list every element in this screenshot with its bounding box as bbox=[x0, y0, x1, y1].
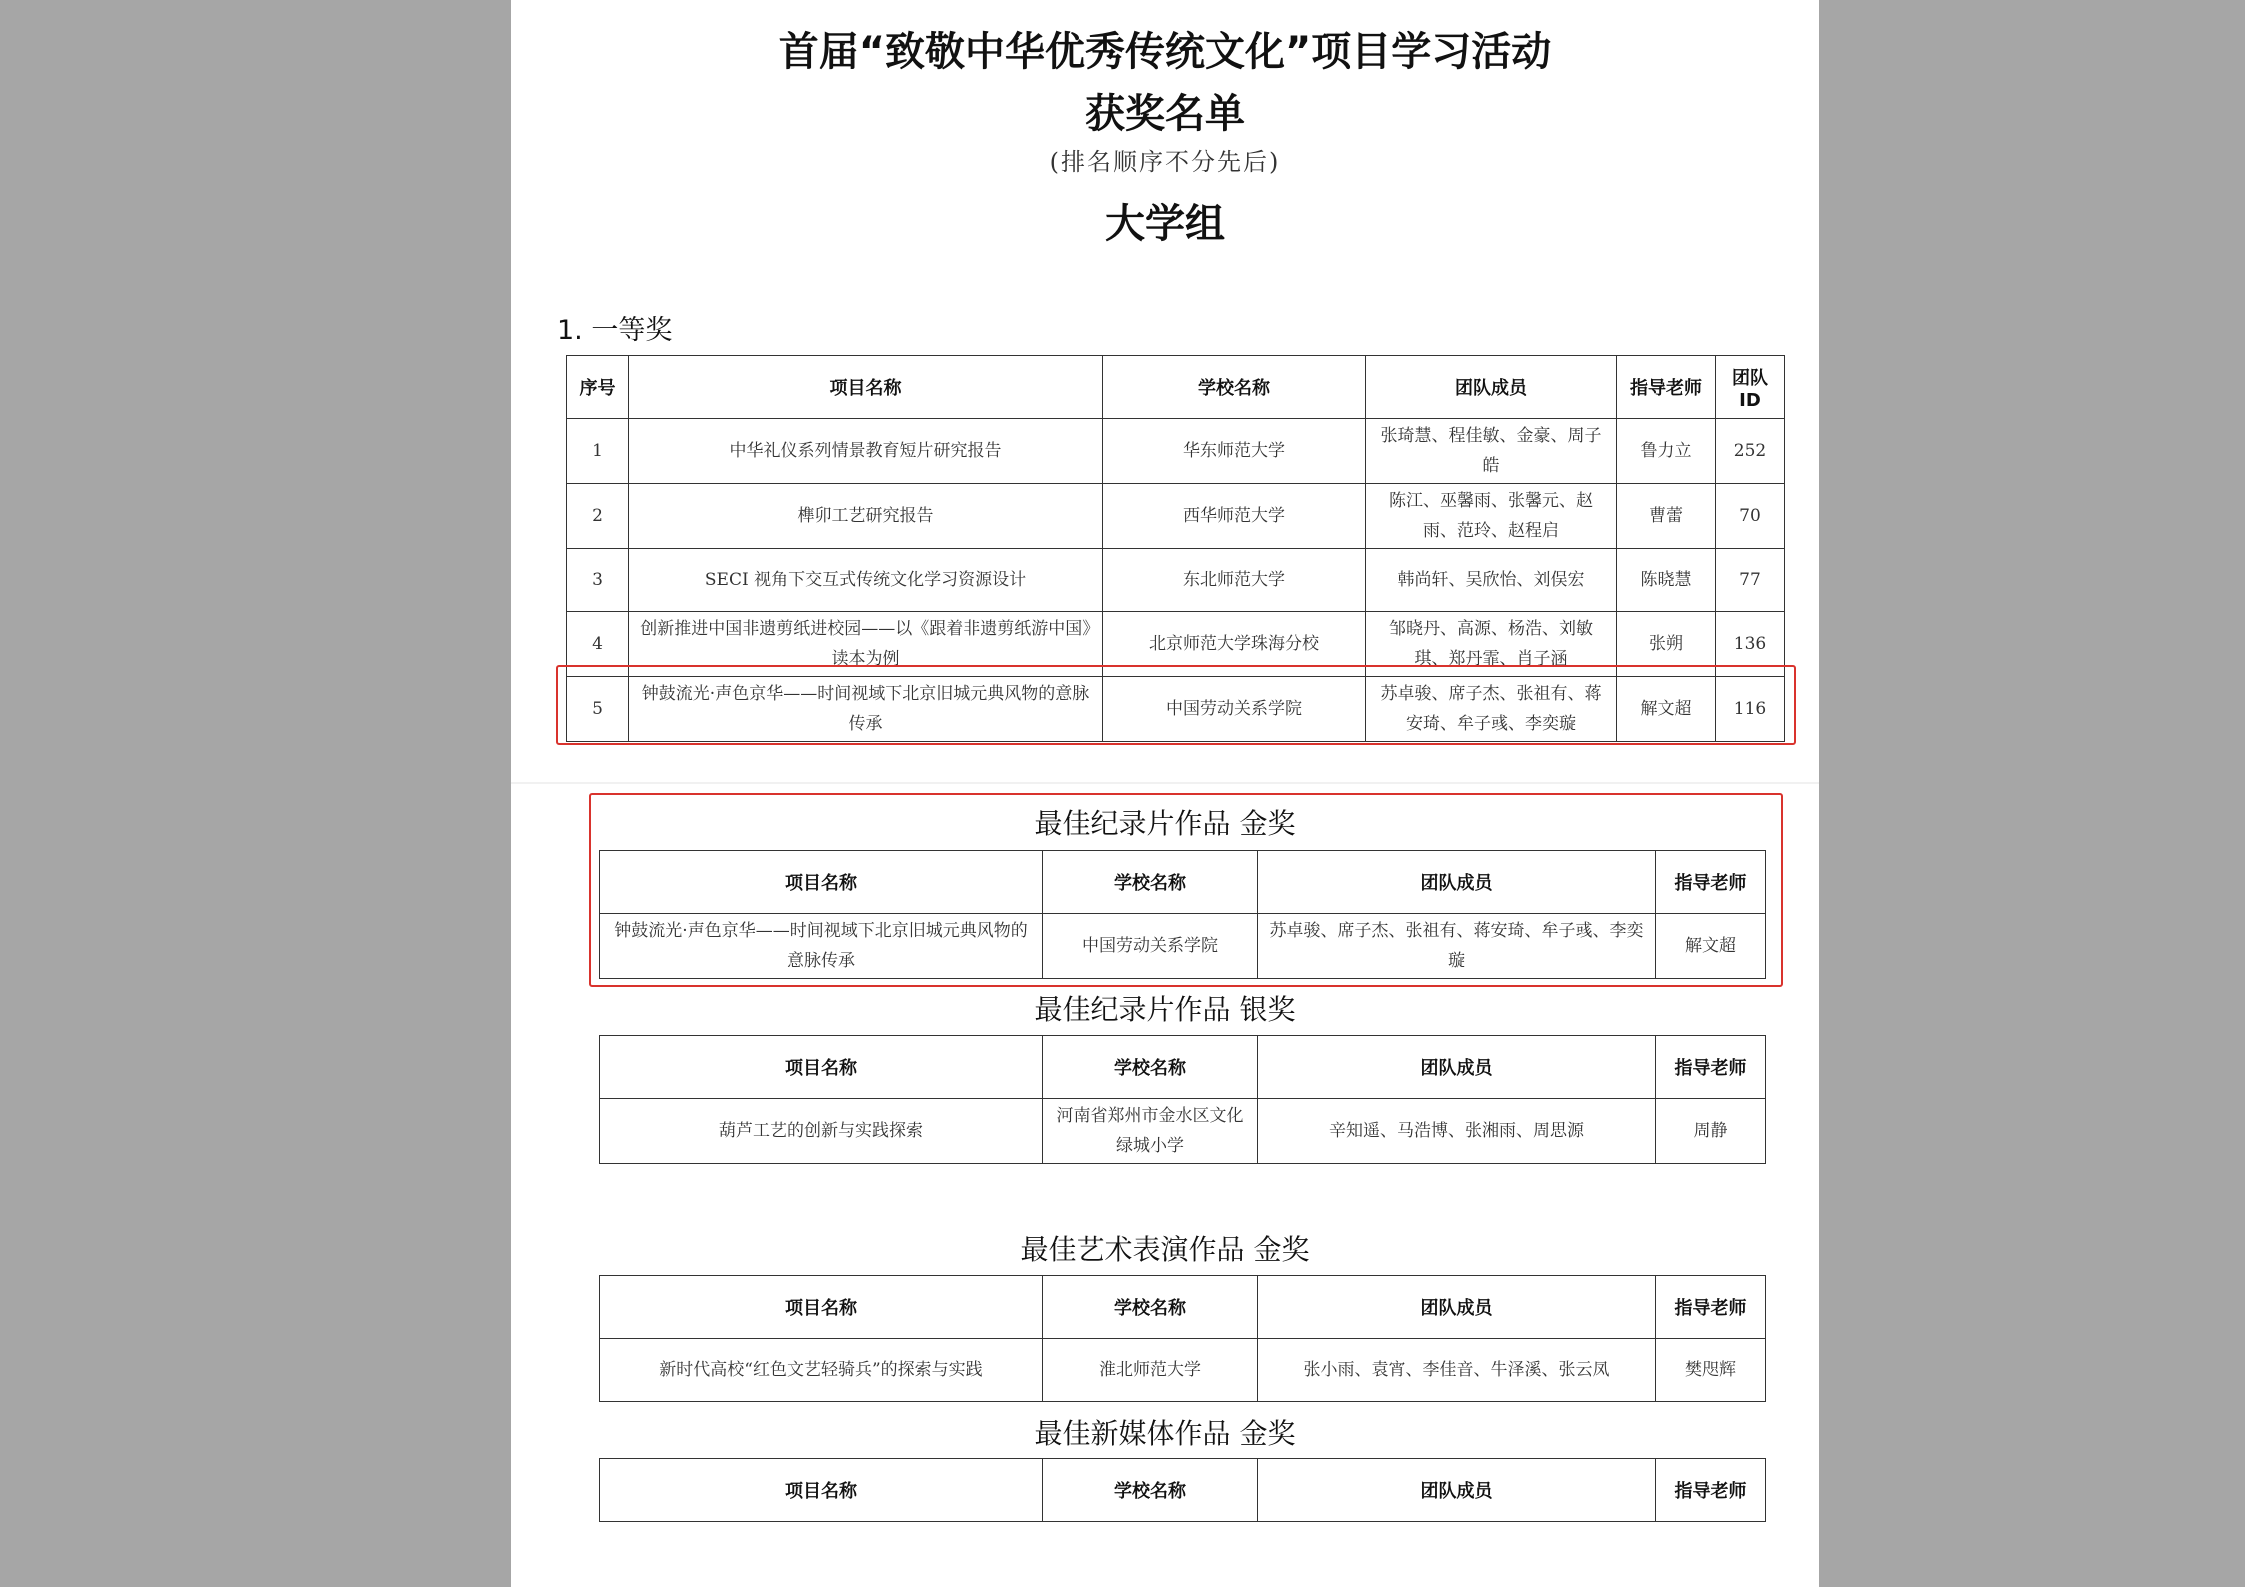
cell: 陈晓慧 bbox=[1617, 549, 1716, 612]
col-header: 学校名称 bbox=[1043, 1036, 1258, 1099]
cell: 淮北师范大学 bbox=[1043, 1339, 1258, 1402]
cell: 新时代高校“红色文艺轻骑兵”的探索与实践 bbox=[600, 1339, 1043, 1402]
cell: 252 bbox=[1716, 419, 1785, 484]
award-table-art-gold bbox=[599, 1275, 1766, 1402]
table-header-row bbox=[600, 1276, 1766, 1339]
col-header: 团队ID bbox=[1716, 356, 1785, 419]
table-row bbox=[567, 549, 1785, 612]
col-header: 项目名称 bbox=[600, 1036, 1043, 1099]
cell: 钟鼓流光·声色京华——时间视域下北京旧城元典风物的意脉传承 bbox=[600, 914, 1043, 979]
table-header-row bbox=[600, 1036, 1766, 1099]
cell: 3 bbox=[567, 549, 629, 612]
highlight-box-row5 bbox=[556, 665, 1796, 745]
col-header: 序号 bbox=[567, 356, 629, 419]
cell: 5 bbox=[567, 677, 629, 742]
table-row bbox=[600, 1099, 1766, 1164]
cell: 1 bbox=[567, 419, 629, 484]
cell: 70 bbox=[1716, 484, 1785, 549]
group-heading: 大学组 bbox=[1105, 201, 1225, 247]
col-header: 项目名称 bbox=[600, 1459, 1043, 1522]
cell: 榫卯工艺研究报告 bbox=[629, 484, 1103, 549]
col-header: 团队成员 bbox=[1258, 1036, 1656, 1099]
col-header: 学校名称 bbox=[1043, 1276, 1258, 1339]
cell: 华东师范大学 bbox=[1103, 419, 1366, 484]
col-header: 指导老师 bbox=[1656, 1459, 1766, 1522]
col-header: 团队成员 bbox=[1258, 1459, 1656, 1522]
cell: 鲁力立 bbox=[1617, 419, 1716, 484]
cell: 辛知遥、马浩博、张湘雨、周思源 bbox=[1258, 1099, 1656, 1164]
col-header: 指导老师 bbox=[1656, 1036, 1766, 1099]
col-header: 项目名称 bbox=[629, 356, 1103, 419]
page-separator bbox=[511, 782, 1819, 784]
cell: 张琦慧、程佳敏、金豪、周子皓 bbox=[1366, 419, 1617, 484]
cell: 河南省郑州市金水区文化绿城小学 bbox=[1043, 1099, 1258, 1164]
award-title-art-gold: 最佳艺术表演作品 金奖 bbox=[1020, 1233, 1310, 1266]
cell: SECI 视角下交互式传统文化学习资源设计 bbox=[629, 549, 1103, 612]
cell: 2 bbox=[567, 484, 629, 549]
col-header: 团队成员 bbox=[1366, 356, 1617, 419]
cell: 西华师范大学 bbox=[1103, 484, 1366, 549]
table-row bbox=[567, 419, 1785, 484]
cell: 张朔 bbox=[1617, 612, 1716, 677]
cell: 中国劳动关系学院 bbox=[1103, 677, 1366, 742]
cell: 樊咫辉 bbox=[1656, 1339, 1766, 1402]
table-row bbox=[567, 484, 1785, 549]
col-header: 项目名称 bbox=[600, 1276, 1043, 1339]
cell: 77 bbox=[1716, 549, 1785, 612]
col-header: 学校名称 bbox=[1043, 851, 1258, 914]
cell: 中华礼仪系列情景教育短片研究报告 bbox=[629, 419, 1103, 484]
cell: 116 bbox=[1716, 677, 1785, 742]
doc-subtitle: 获奖名单 bbox=[1085, 91, 1245, 137]
cell: 4 bbox=[567, 612, 629, 677]
col-header: 指导老师 bbox=[1617, 356, 1716, 419]
col-header: 团队成员 bbox=[1258, 851, 1656, 914]
table-header-row bbox=[567, 356, 1785, 419]
award-title-doc-gold: 最佳纪录片作品 金奖 bbox=[1034, 807, 1296, 840]
table-header-row bbox=[600, 1459, 1766, 1522]
col-header: 学校名称 bbox=[1103, 356, 1366, 419]
award-table-doc-silver bbox=[599, 1035, 1766, 1164]
cell: 葫芦工艺的创新与实践探索 bbox=[600, 1099, 1043, 1164]
col-header: 团队成员 bbox=[1258, 1276, 1656, 1339]
cell: 解文超 bbox=[1656, 914, 1766, 979]
col-header: 指导老师 bbox=[1656, 851, 1766, 914]
cell: 周静 bbox=[1656, 1099, 1766, 1164]
doc-title: 首届“致敬中华优秀传统文化”项目学习活动 bbox=[778, 29, 1552, 75]
award-title-newmedia-gold: 最佳新媒体作品 金奖 bbox=[1034, 1417, 1296, 1450]
document-page bbox=[511, 0, 1819, 1587]
cell: 北京师范大学珠海分校 bbox=[1103, 612, 1366, 677]
cell: 曹蕾 bbox=[1617, 484, 1716, 549]
order-note: (排名顺序不分先后) bbox=[1049, 148, 1281, 176]
cell: 钟鼓流光·声色京华——时间视域下北京旧城元典风物的意脉传承 bbox=[629, 677, 1103, 742]
cell: 创新推进中国非遗剪纸进校园——以《跟着非遗剪纸游中国》读本为例 bbox=[629, 612, 1103, 677]
award-table-newmedia-gold bbox=[599, 1458, 1766, 1522]
cell: 苏卓骏、席子杰、张祖有、蒋安琦、牟子彧、李奕璇 bbox=[1258, 914, 1656, 979]
cell: 韩尚轩、吴欣怡、刘俣宏 bbox=[1366, 549, 1617, 612]
award-title-doc-silver: 最佳纪录片作品 银奖 bbox=[1034, 993, 1296, 1026]
cell: 邹晓丹、高源、杨浩、刘敏琪、郑丹霏、肖子涵 bbox=[1366, 612, 1617, 677]
col-header: 学校名称 bbox=[1043, 1459, 1258, 1522]
cell: 中国劳动关系学院 bbox=[1043, 914, 1258, 979]
cell: 136 bbox=[1716, 612, 1785, 677]
col-header: 项目名称 bbox=[600, 851, 1043, 914]
col-header: 指导老师 bbox=[1656, 1276, 1766, 1339]
cell: 解文超 bbox=[1617, 677, 1716, 742]
cell: 陈江、巫馨雨、张馨元、赵雨、范玲、赵程启 bbox=[1366, 484, 1617, 549]
cell: 张小雨、袁宵、李佳音、牛泽溪、张云凤 bbox=[1258, 1339, 1656, 1402]
highlight-box-doc-gold bbox=[589, 793, 1783, 987]
first-prize-label: 1. 一等奖 bbox=[557, 315, 673, 346]
table-row bbox=[600, 1339, 1766, 1402]
cell: 苏卓骏、席子杰、张祖有、蒋安琦、牟子彧、李奕璇 bbox=[1366, 677, 1617, 742]
cell: 东北师范大学 bbox=[1103, 549, 1366, 612]
